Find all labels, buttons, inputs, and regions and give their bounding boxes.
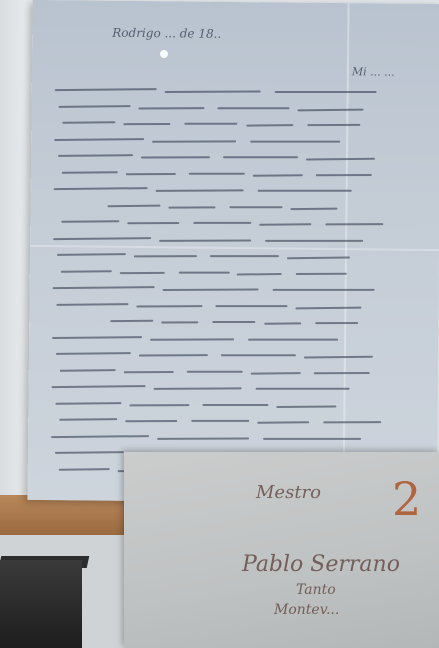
handwriting-stroke (323, 421, 381, 423)
handwriting-stroke (218, 107, 290, 109)
handwriting-stroke (138, 107, 204, 109)
handwriting-stroke (61, 220, 119, 223)
handwriting-stroke (210, 255, 279, 257)
handwriting-stroke (187, 370, 243, 372)
handwriting-stroke (251, 372, 301, 375)
handwriting-stroke (263, 437, 361, 439)
light-glare (160, 50, 168, 58)
handwriting-stroke (303, 356, 372, 359)
handwriting-stroke (316, 173, 372, 175)
handwriting-stroke (265, 239, 363, 241)
handwriting-stroke (59, 468, 110, 471)
handwriting-stroke (295, 306, 361, 309)
handwriting-stroke (275, 91, 377, 93)
handwriting-stroke (56, 303, 128, 306)
handwriting-stroke (168, 206, 215, 208)
handwriting-stroke (273, 289, 375, 291)
handwriting-stroke (191, 420, 249, 422)
handwriting-stroke (286, 257, 349, 260)
handwriting-stroke (315, 322, 358, 324)
handwriting-stroke (161, 321, 198, 323)
handwriting-stroke (55, 402, 121, 405)
handwriting-stroke (257, 421, 309, 424)
letter-fold-horizontal (30, 245, 439, 251)
wooden-ledge (0, 495, 130, 535)
handwriting-stroke (54, 138, 144, 141)
handwriting-stroke (61, 270, 112, 273)
handwriting-stroke (133, 255, 196, 257)
handwriting-stroke (154, 387, 242, 389)
handwriting-stroke (202, 404, 268, 406)
handwriting-stroke (107, 204, 160, 207)
handwriting-stroke (256, 388, 350, 390)
envelope-line-3: Tanto (296, 582, 336, 598)
handwriting-stroke (62, 121, 115, 124)
letter-fold-vertical (342, 3, 349, 503)
handwriting-stroke (237, 273, 282, 275)
handwriting-stroke (53, 286, 155, 289)
envelope-line-1: Mestro (256, 482, 321, 503)
dark-box (0, 560, 82, 648)
handwriting-stroke (125, 172, 175, 174)
handwriting-stroke (159, 239, 251, 241)
handwriting-stroke (305, 158, 374, 161)
handwriting-stroke (185, 123, 238, 125)
handwriting-stroke (213, 321, 256, 323)
handwriting-stroke (150, 338, 234, 340)
handwriting-stroke (246, 124, 293, 126)
handwriting-stroke (229, 206, 282, 208)
handwriting-stroke (51, 435, 149, 438)
handwriting-stroke (259, 223, 311, 226)
handwriting-stroke (110, 320, 153, 322)
handwriting-stroke (276, 405, 336, 408)
handwriting-stroke (120, 271, 165, 273)
handwriting-stroke (264, 322, 301, 324)
handwriting-stroke (127, 222, 179, 224)
handwriting-stroke (56, 352, 131, 355)
handwriting-stroke (215, 305, 287, 307)
handwriting-stroke (314, 371, 370, 373)
handwriting-stroke (123, 370, 173, 372)
handwriting-stroke (55, 451, 124, 454)
handwriting-stroke (58, 154, 133, 157)
handwriting-stroke (193, 222, 251, 224)
handwriting-stroke (297, 108, 363, 111)
handwriting-stroke (250, 140, 340, 142)
handwriting-stroke (125, 420, 177, 422)
handwriting-stroke (140, 156, 209, 158)
handwriting-stroke (152, 140, 236, 142)
envelope (124, 452, 439, 648)
handwriting-stroke (52, 336, 142, 339)
handwriting-stroke (59, 105, 131, 108)
handwriting-stroke (163, 289, 259, 292)
handwriting-stroke (138, 354, 207, 356)
handwriting-stroke (178, 271, 229, 273)
handwriting-stroke (52, 385, 146, 388)
handwriting-stroke (57, 253, 126, 256)
handwriting-stroke (248, 338, 338, 340)
handwriting-stroke (53, 237, 151, 240)
handwriting-stroke (54, 187, 148, 190)
handwriting-stroke (55, 88, 157, 91)
handwriting-stroke (157, 437, 249, 439)
handwriting-stroke (290, 207, 337, 209)
handwriting-stroke (258, 190, 352, 192)
handwriting-stroke (165, 91, 261, 94)
handwriting-stroke (296, 272, 347, 274)
handwriting-stroke (60, 369, 116, 372)
envelope-line-2: Pablo Serrano (242, 552, 400, 577)
handwritten-letter (27, 0, 439, 504)
handwriting-stroke (223, 156, 298, 158)
handwriting-stroke (156, 189, 244, 191)
envelope-line-4: Montev... (274, 602, 340, 618)
handwriting-stroke (129, 404, 189, 406)
handwriting-stroke (221, 354, 296, 356)
handwriting-stroke (325, 223, 383, 225)
handwriting-stroke (59, 418, 117, 421)
letter-heading: Rodrigo ... de 18.. (112, 25, 222, 41)
envelope-number: 2 (392, 472, 422, 526)
handwriting-stroke (307, 124, 360, 126)
handwriting-stroke (189, 172, 245, 174)
letter-salutation: Mi ... ... (351, 65, 395, 79)
handwriting-stroke (136, 305, 202, 307)
handwriting-stroke (253, 174, 303, 177)
handwriting-stroke (62, 171, 118, 174)
handwriting-stroke (124, 123, 171, 125)
